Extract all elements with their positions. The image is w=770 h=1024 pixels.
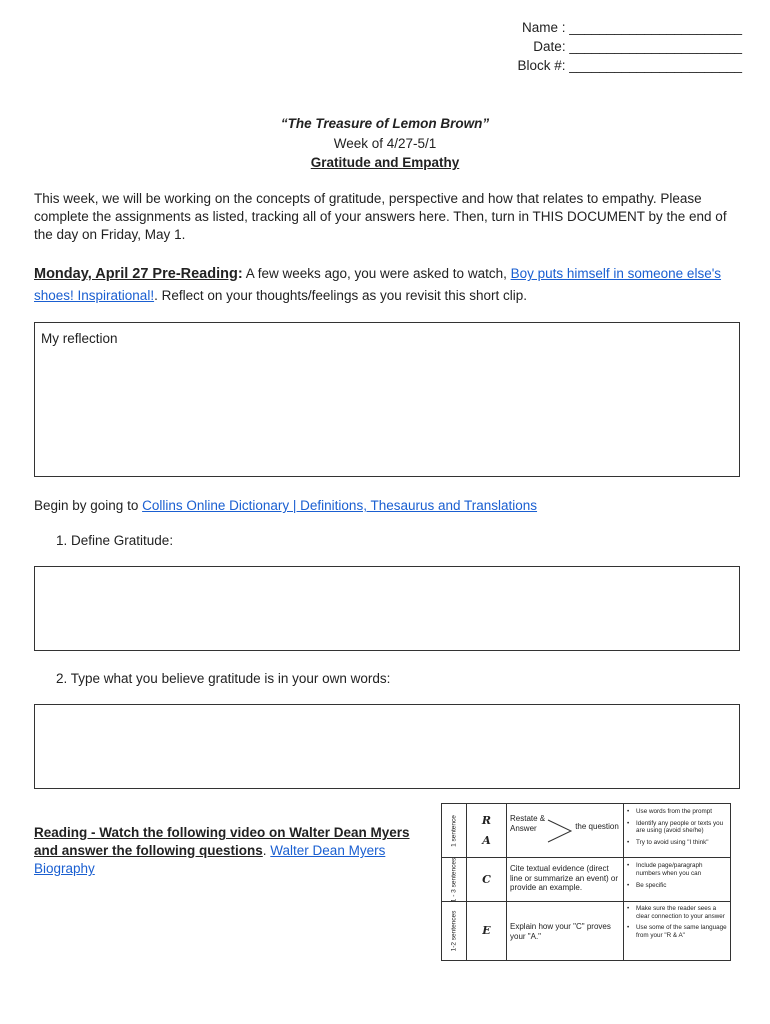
race-strategy-table	[441, 803, 731, 961]
race-tips-cell: • Use words from the prompt • Identify any people or texts you are using (avoid she/he) • Try to avoid using "I think"	[627, 808, 724, 846]
race-row-e	[442, 902, 730, 960]
question-1: 1. Define Gratitude:	[56, 533, 174, 548]
answer-box-2[interactable]	[34, 704, 740, 789]
boy-video-link[interactable]: Boy puts himself in someone else's shoes! Inspirational!	[34, 266, 722, 303]
race-letter-a: A	[482, 834, 491, 847]
document-subtitle: Gratitude and Empathy	[310, 155, 460, 170]
race-letter-r: R	[481, 814, 492, 827]
collins-dictionary-link[interactable]: Collins Online Dictionary | Definitions, Thesaurus and Translations	[142, 498, 538, 513]
race-tip: Be specific	[636, 882, 667, 889]
race-desc: Restate & Answer	[510, 814, 546, 833]
race-desc: Cite textual evidence (direct line or summarize an event) or provide an example.	[510, 864, 619, 892]
race-tip: Identify any people or texts you are using (avoid she/he)	[636, 819, 724, 834]
reflection-label: My reflection	[41, 331, 118, 346]
race-tips-cell: • Make sure the reader sees a clear connection to your answer • Use some of the same language from your "R & A"	[627, 905, 727, 939]
reflection-box[interactable]	[34, 322, 740, 477]
week-label: Week of 4/27-5/1	[333, 136, 437, 151]
race-desc-cell	[507, 804, 624, 857]
race-count: 1-2 sentences	[450, 910, 458, 952]
monday-section	[34, 263, 739, 306]
race-count-cell	[442, 902, 467, 960]
document-title: “The Treasure of Lemon Brown”	[280, 116, 490, 131]
race-letter-cell	[467, 902, 507, 960]
reading-dot: .	[262, 843, 271, 858]
begin-instruction	[34, 497, 739, 515]
race-tip: Make sure the reader sees a clear connection to your answer	[636, 905, 725, 920]
race-desc-cell	[507, 902, 624, 960]
race-letter-e: E	[482, 924, 491, 937]
reading-section	[34, 824, 424, 878]
race-count: 1 - 3 sentences	[450, 857, 458, 902]
race-desc-cell	[507, 858, 624, 901]
race-tip: Use words from the prompt	[636, 808, 712, 815]
intro-paragraph: This week, we will be working on the concepts of gratitude, perspective and how that relates to empathy. Please complete the assignments as listed, tracking all of your answers here. Then, turn in THIS DOCUMENT by the end of the day on Friday, May 1.	[34, 191, 727, 242]
race-count-cell	[442, 804, 467, 857]
race-tips-cell: • Include page/paragraph numbers when you can • Be specific	[627, 862, 703, 889]
monday-colon: :	[237, 266, 243, 282]
reading-heading: Reading - Watch the following video on Walter Dean Myers and answer the following questions	[34, 825, 410, 858]
question-2: 2. Type what you believe gratitude is in your own words:	[56, 671, 391, 686]
race-letter-cell	[467, 858, 507, 901]
race-desc-question: the question	[575, 822, 619, 831]
race-tip: Use some of the same language from your "R & A"	[636, 924, 727, 939]
monday-text-2: . Reflect on your thoughts/feelings as you revisit this short clip.	[154, 288, 528, 303]
race-letter-cell	[467, 804, 507, 857]
race-row-ra	[442, 804, 730, 858]
begin-text: Begin by going to	[34, 498, 143, 513]
date-field: Date: _______________________	[533, 39, 742, 54]
race-count-cell	[442, 858, 467, 901]
walter-dean-myers-link[interactable]: Walter Dean Myers Biography	[34, 843, 386, 876]
monday-heading: Monday, April 27 Pre-Reading	[34, 266, 238, 282]
arrow-icon	[547, 818, 573, 844]
race-count: 1 sentence	[450, 814, 458, 847]
race-row-c	[442, 858, 730, 902]
monday-text: A few weeks ago, you were asked to watch,	[242, 266, 511, 281]
race-desc: Explain how your "C" proves your "A."	[510, 922, 611, 941]
race-tip: Try to avoid using "I think"	[636, 838, 709, 846]
race-letter-c: C	[482, 873, 491, 886]
race-tip: Include page/paragraph numbers when you can	[636, 862, 703, 877]
answer-box-1[interactable]	[34, 566, 740, 651]
block-field: Block #: _______________________	[517, 58, 742, 73]
name-field: Name : _______________________	[522, 20, 742, 35]
